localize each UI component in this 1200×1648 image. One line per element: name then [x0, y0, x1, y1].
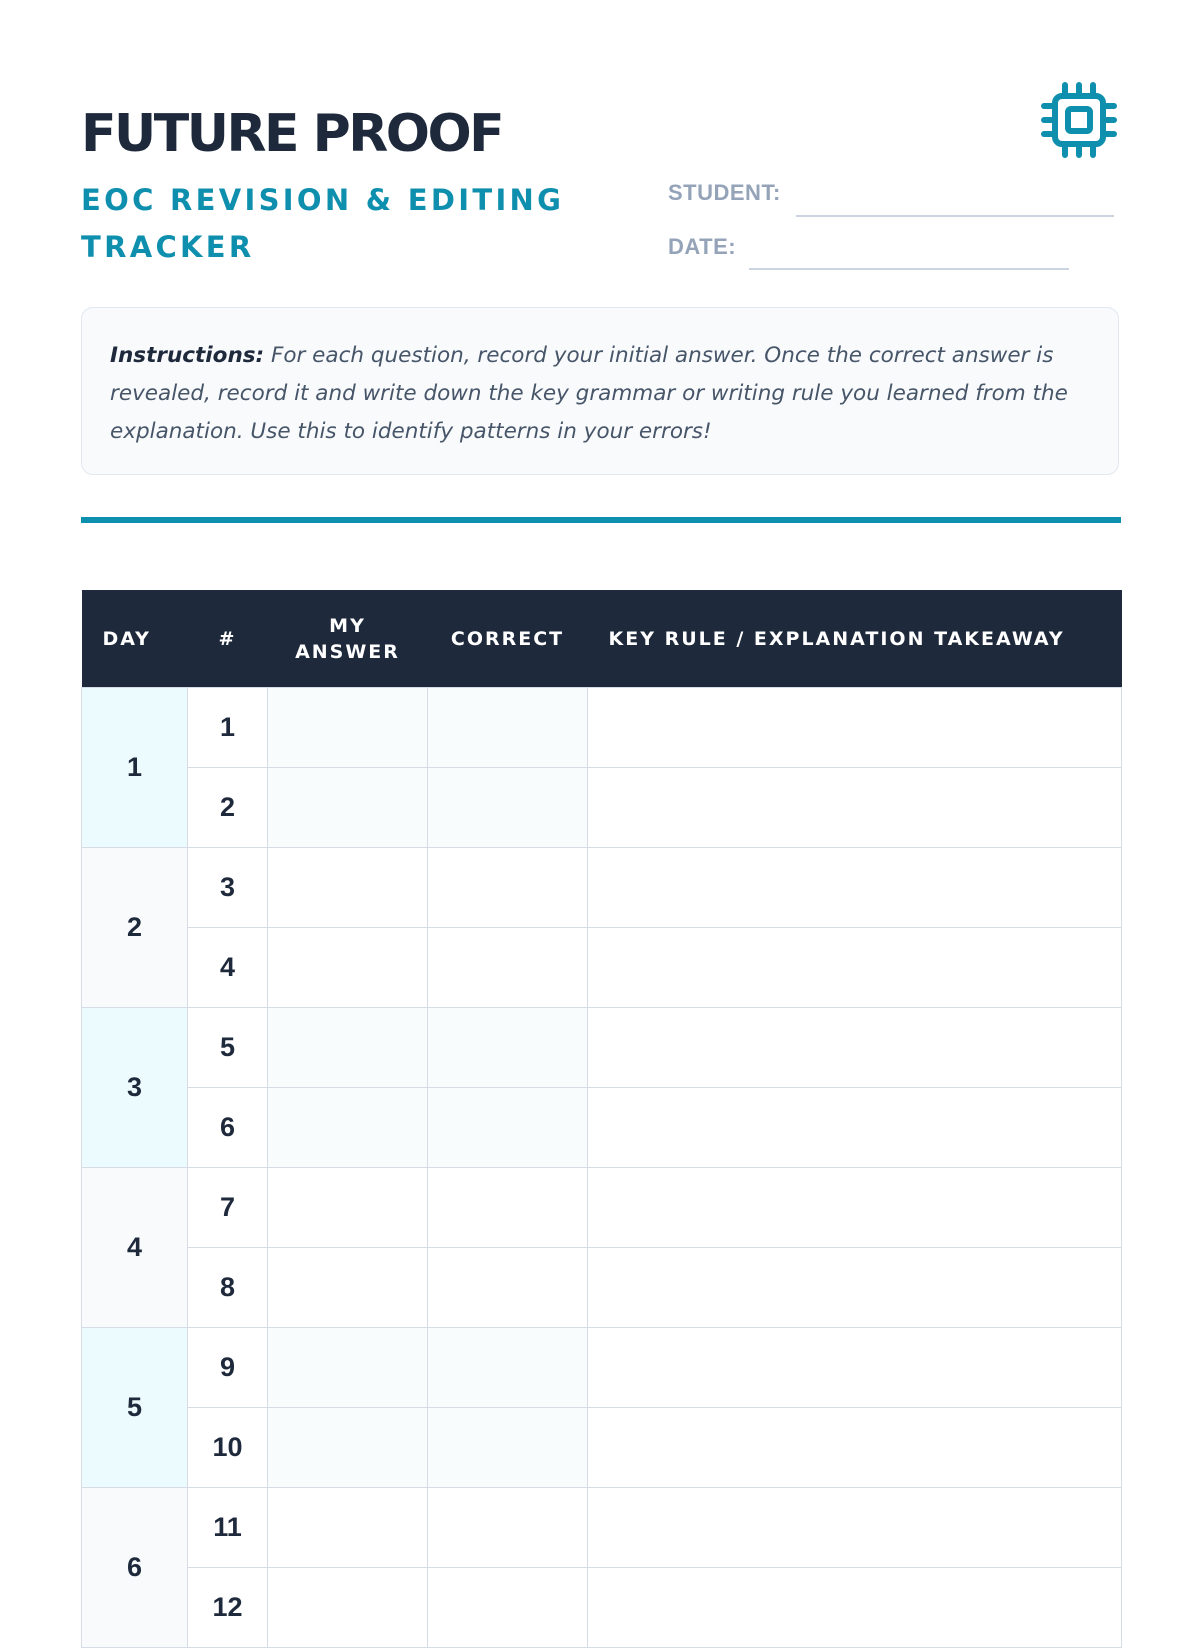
table-row — [82, 848, 1122, 928]
table-row — [82, 1488, 1122, 1568]
table-row — [82, 1568, 1122, 1648]
key-rule-cell[interactable] — [588, 768, 1122, 848]
my-answer-cell[interactable] — [268, 1568, 428, 1648]
student-field[interactable] — [668, 182, 1114, 204]
question-number-cell: 11 — [188, 1488, 268, 1568]
my-answer-cell[interactable] — [268, 1328, 428, 1408]
table-row — [82, 768, 1122, 848]
correct-answer-cell[interactable] — [428, 1408, 588, 1488]
my-answer-cell[interactable] — [268, 1248, 428, 1328]
tracker-page — [81, 0, 1121, 1622]
tracker-table — [81, 590, 1122, 1648]
question-number-cell: 9 — [188, 1328, 268, 1408]
page-subtitle: EOC REVISION & EDITING TRACKER — [81, 183, 565, 264]
key-rule-cell[interactable] — [588, 1568, 1122, 1648]
key-rule-cell[interactable] — [588, 1328, 1122, 1408]
question-number-cell: 6 — [188, 1088, 268, 1168]
key-rule-cell[interactable] — [588, 1088, 1122, 1168]
my-answer-cell[interactable] — [268, 1488, 428, 1568]
instructions-box — [81, 307, 1119, 475]
student-input-line[interactable] — [796, 214, 1114, 217]
date-label: DATE: — [668, 234, 737, 259]
key-rule-cell[interactable] — [588, 1408, 1122, 1488]
correct-answer-cell[interactable] — [428, 848, 588, 928]
student-label: STUDENT: — [668, 180, 781, 205]
question-number-cell: 8 — [188, 1248, 268, 1328]
correct-answer-cell[interactable] — [428, 1328, 588, 1408]
correct-answer-cell[interactable] — [428, 768, 588, 848]
question-number-cell: 7 — [188, 1168, 268, 1248]
instructions-text: For each question, record your initial answer. Once the correct answer is revealed, record it and write down the key grammar or writing rule you learned from the explanation. Use this to identify patterns in your errors! — [110, 343, 1068, 444]
chip-icon — [1041, 82, 1117, 158]
header-key-rule: KEY RULE / EXPLANATION TAKEAWAY — [588, 590, 1122, 688]
header-correct: CORRECT — [428, 590, 588, 688]
correct-answer-cell[interactable] — [428, 688, 588, 768]
header-number: # — [188, 590, 268, 688]
key-rule-cell[interactable] — [588, 1488, 1122, 1568]
question-number-cell: 4 — [188, 928, 268, 1008]
table-header-row — [82, 590, 1122, 688]
question-number-cell: 12 — [188, 1568, 268, 1648]
header-day: DAY — [82, 590, 188, 688]
key-rule-cell[interactable] — [588, 928, 1122, 1008]
table-row — [82, 688, 1122, 768]
key-rule-cell[interactable] — [588, 1008, 1122, 1088]
my-answer-cell[interactable] — [268, 848, 428, 928]
key-rule-cell[interactable] — [588, 1168, 1122, 1248]
my-answer-cell[interactable] — [268, 1088, 428, 1168]
question-number-cell: 1 — [188, 688, 268, 768]
date-input-line[interactable] — [749, 267, 1069, 270]
correct-answer-cell[interactable] — [428, 1248, 588, 1328]
my-answer-cell[interactable] — [268, 1168, 428, 1248]
correct-answer-cell[interactable] — [428, 1568, 588, 1648]
page-title: FUTURE PROOF — [81, 104, 503, 164]
date-field[interactable] — [668, 236, 1069, 258]
table-row — [82, 1088, 1122, 1168]
my-answer-cell[interactable] — [268, 768, 428, 848]
my-answer-cell[interactable] — [268, 1408, 428, 1488]
my-answer-cell[interactable] — [268, 688, 428, 768]
instructions-lead: Instructions: — [110, 343, 265, 368]
key-rule-cell[interactable] — [588, 688, 1122, 768]
table-row — [82, 1248, 1122, 1328]
day-cell: 2 — [82, 848, 188, 1008]
correct-answer-cell[interactable] — [428, 1008, 588, 1088]
question-number-cell: 5 — [188, 1008, 268, 1088]
question-number-cell: 3 — [188, 848, 268, 928]
day-cell: 6 — [82, 1488, 188, 1648]
table-row — [82, 1168, 1122, 1248]
key-rule-cell[interactable] — [588, 1248, 1122, 1328]
day-cell: 5 — [82, 1328, 188, 1488]
day-cell: 4 — [82, 1168, 188, 1328]
correct-answer-cell[interactable] — [428, 1168, 588, 1248]
table-row — [82, 928, 1122, 1008]
header-my-answer — [268, 590, 428, 688]
tracker-body — [82, 688, 1122, 1648]
correct-answer-cell[interactable] — [428, 1088, 588, 1168]
table-row — [82, 1008, 1122, 1088]
section-divider — [81, 517, 1121, 523]
day-cell: 1 — [82, 688, 188, 848]
key-rule-cell[interactable] — [588, 848, 1122, 928]
correct-answer-cell[interactable] — [428, 928, 588, 1008]
my-answer-cell[interactable] — [268, 928, 428, 1008]
correct-answer-cell[interactable] — [428, 1488, 588, 1568]
day-cell: 3 — [82, 1008, 188, 1168]
header-my-answer-label: MY ANSWER — [295, 614, 400, 663]
question-number-cell: 10 — [188, 1408, 268, 1488]
table-row — [82, 1408, 1122, 1488]
table-row — [82, 1328, 1122, 1408]
my-answer-cell[interactable] — [268, 1008, 428, 1088]
question-number-cell: 2 — [188, 768, 268, 848]
